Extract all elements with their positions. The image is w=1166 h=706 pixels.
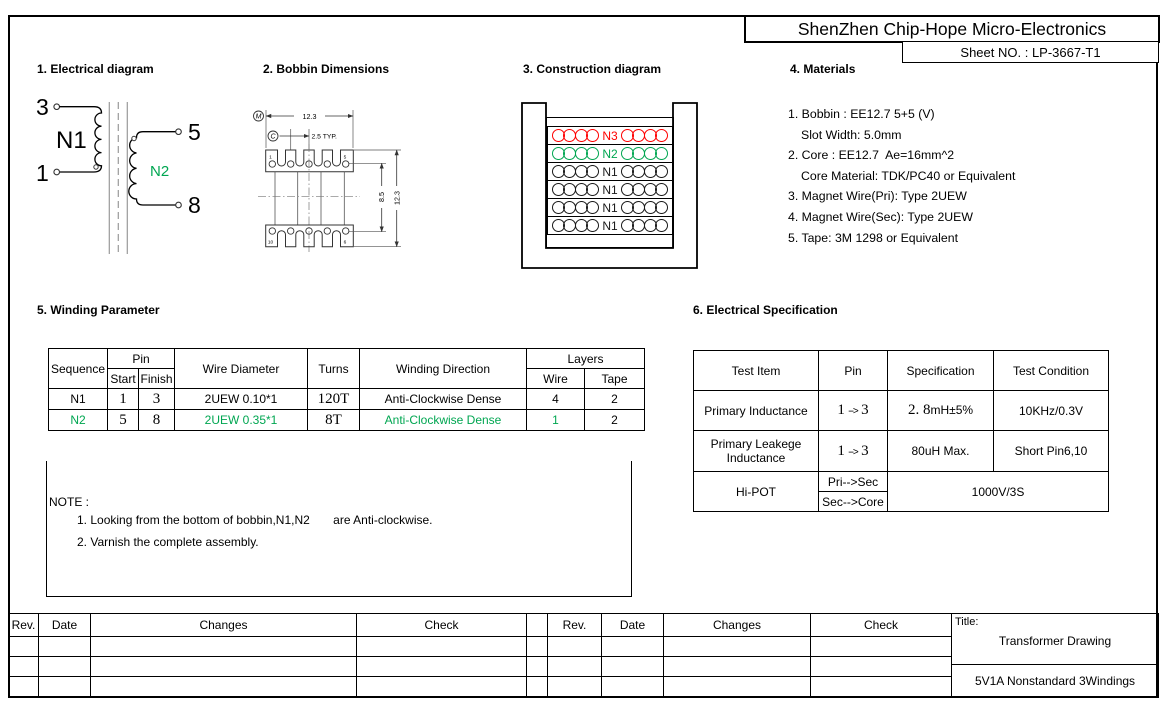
material-line: 4. Magnet Wire(Sec): Type 2UEW	[788, 209, 973, 224]
cell-pin-start: 1	[108, 389, 139, 410]
cell-test-item: Primary Inductance	[694, 391, 819, 431]
col-header-check: Check	[811, 614, 952, 637]
table-row	[694, 431, 1109, 472]
section-title-construction-diagram: 3. Construction diagram	[523, 62, 662, 76]
material-line: 5. Tape: 3M 1298 or Equivalent	[788, 230, 958, 245]
col-header-date: Date	[602, 614, 664, 637]
col-header-start: Start	[108, 369, 139, 389]
pin-5-label: 5	[188, 119, 201, 145]
col-header-rev: Rev.	[548, 614, 602, 637]
cell-sequence: N1	[49, 389, 108, 410]
table-row	[49, 410, 645, 431]
cell-turns: 8T	[308, 410, 360, 431]
sheet-number: Sheet NO. : LP-3667-T1	[960, 44, 1101, 60]
pin-8-terminal	[176, 202, 182, 208]
pin-5-terminal	[176, 129, 182, 135]
col-header-date: Date	[39, 614, 91, 637]
bobbin-width-dim: 12.3	[302, 111, 317, 121]
col-header-pin: Pin	[108, 349, 175, 369]
cell-pin-finish: 8	[139, 410, 175, 431]
cell-layers-tape: 2	[585, 410, 645, 431]
electrical-diagram	[30, 90, 210, 270]
col-header-test-item: Test Item	[694, 351, 819, 391]
section-title-materials: 4. Materials	[790, 62, 856, 76]
layer-label: N1	[602, 182, 618, 197]
col-header-rev: Rev.	[9, 614, 39, 637]
drawing-subtitle: 5V1A Nonstandard 3Windings	[974, 673, 1136, 688]
col-header-winding-direction: Winding Direction	[360, 349, 527, 389]
section-title-winding-parameter: 5. Winding Parameter	[37, 303, 160, 317]
col-header-test-condition: Test Condition	[994, 351, 1109, 391]
cell-specification: 2. 8mH±5%	[888, 391, 994, 431]
primary-winding-label: N1	[56, 127, 87, 154]
title-block	[952, 614, 1159, 698]
bobbin-height-dim: 12.3	[392, 191, 402, 205]
bottom-pin-6-number: 6	[343, 240, 347, 246]
pin-3-label: 3	[36, 94, 49, 120]
pin-3-terminal	[54, 104, 60, 110]
table-header-row	[694, 351, 1109, 391]
col-header-sequence: Sequence	[49, 349, 108, 389]
col-header-pin: Pin	[819, 351, 888, 391]
col-header-specification: Specification	[888, 351, 994, 391]
layer-label: N1	[602, 218, 618, 233]
construction-layer-1	[547, 144, 673, 163]
pin-span-dim: 8.5	[377, 192, 386, 202]
revision-table	[8, 613, 1159, 698]
pin-1-label: 1	[36, 160, 49, 186]
note-line: 1. Looking from the bottom of bobbin,N1,N2 are Anti-clockwise.	[77, 513, 433, 527]
spacer-column	[527, 614, 548, 637]
secondary-start-dot	[132, 136, 136, 140]
cell-wire-diameter: 2UEW 0.10*1	[175, 389, 308, 410]
material-line: 1. Bobbin : EE12.7 5+5 (V)	[788, 107, 935, 121]
cell-direction: Anti-Clockwise Dense	[360, 410, 527, 431]
cell-test-condition: 10KHz/0.3V	[994, 391, 1109, 431]
winding-stack	[546, 117, 674, 248]
cell-wire-diameter: 2UEW 0.35*1	[175, 410, 308, 431]
datum-m: M	[255, 113, 262, 121]
layer-label: N3	[602, 128, 618, 143]
section-title-bobbin-dimensions: 2. Bobbin Dimensions	[263, 62, 390, 76]
table-row	[694, 391, 1109, 431]
layer-label: N1	[602, 164, 618, 179]
pin-1-terminal	[54, 169, 60, 175]
cell-sequence: N2	[49, 410, 108, 431]
cell-pin-sec-core: Sec-->Core	[819, 492, 888, 512]
table-row	[49, 389, 645, 410]
material-line: Slot Width: 5.0mm	[801, 127, 902, 142]
cell-layers-wire: 4	[527, 389, 585, 410]
material-line: Core Material: TDK/PC40 or Equivalent	[801, 168, 1016, 183]
cell-pin-finish: 3	[139, 389, 175, 410]
col-header-finish: Finish	[139, 369, 175, 389]
col-header-wire: Wire	[527, 369, 585, 389]
top-pin-1-number: 1	[269, 155, 272, 161]
col-header-check: Check	[357, 614, 527, 637]
primary-start-dot	[94, 165, 98, 169]
col-header-tape: Tape	[585, 369, 645, 389]
cell-pin-start: 5	[108, 410, 139, 431]
section-title-electrical-diagram: 1. Electrical diagram	[37, 62, 154, 76]
pin-pitch-dim: 2.5 TYP.	[311, 133, 337, 141]
cell-pin-pri-sec: Pri-->Sec	[819, 472, 888, 492]
spec-table	[693, 350, 1109, 512]
col-header-turns: Turns	[308, 349, 360, 389]
cell-test-item: Hi-POT	[694, 472, 819, 512]
note-title: NOTE :	[49, 495, 90, 509]
col-header-changes: Changes	[91, 614, 357, 637]
note-line: 2. Varnish the complete assembly.	[77, 535, 259, 549]
table-header-row	[49, 349, 645, 369]
note-box	[46, 461, 632, 597]
cell-turns: 120T	[308, 389, 360, 410]
pin-8-label: 8	[188, 192, 201, 218]
winding-table	[48, 348, 645, 431]
material-line: 3. Magnet Wire(Pri): Type 2UEW	[788, 189, 967, 204]
datum-c: C	[270, 133, 276, 141]
cell-hipot-value: 1000V/3S	[888, 472, 1109, 512]
construction-layer-4	[547, 198, 673, 217]
bobbin-dimension-drawing	[250, 100, 412, 256]
layer-label: N1	[602, 200, 618, 215]
construction-layer-3	[547, 180, 673, 199]
cell-test-item: Primary Leakege Inductance	[694, 431, 819, 472]
sheet-number-box	[902, 41, 1159, 63]
cell-layers-wire: 1	[527, 410, 585, 431]
cell-layers-tape: 2	[585, 389, 645, 410]
cell-test-condition: Short Pin6,10	[994, 431, 1109, 472]
col-header-layers: Layers	[527, 349, 645, 369]
cell-specification: 80uH Max.	[888, 431, 994, 472]
table-header-row	[9, 614, 1159, 637]
secondary-winding-label: N2	[150, 163, 170, 180]
cell-direction: Anti-Clockwise Dense	[360, 389, 527, 410]
company-name: ShenZhen Chip-Hope Micro-Electronics	[797, 18, 1107, 39]
construction-layer-5	[547, 216, 673, 235]
layer-label: N2	[602, 146, 618, 161]
material-line: 2. Core : EE12.7 Ae=16mm^2	[788, 148, 955, 163]
col-header-wire-diameter: Wire Diameter	[175, 349, 308, 389]
bottom-pin-10-number: 10	[267, 240, 274, 246]
cell-pin: 1 --> 3	[819, 431, 888, 472]
drawing-title: Transformer Drawing	[998, 634, 1112, 648]
materials-list	[788, 104, 1158, 248]
col-header-changes: Changes	[664, 614, 811, 637]
section-title-electrical-specification: 6. Electrical Specification	[693, 303, 838, 317]
title-label: Title:	[955, 616, 979, 628]
construction-layer-2	[547, 162, 673, 181]
company-title-box	[744, 15, 1160, 43]
cell-pin: 1 --> 3	[819, 391, 888, 431]
table-row	[694, 472, 1109, 492]
top-pin-5-number: 5	[343, 155, 347, 161]
construction-layer-0	[547, 126, 673, 145]
